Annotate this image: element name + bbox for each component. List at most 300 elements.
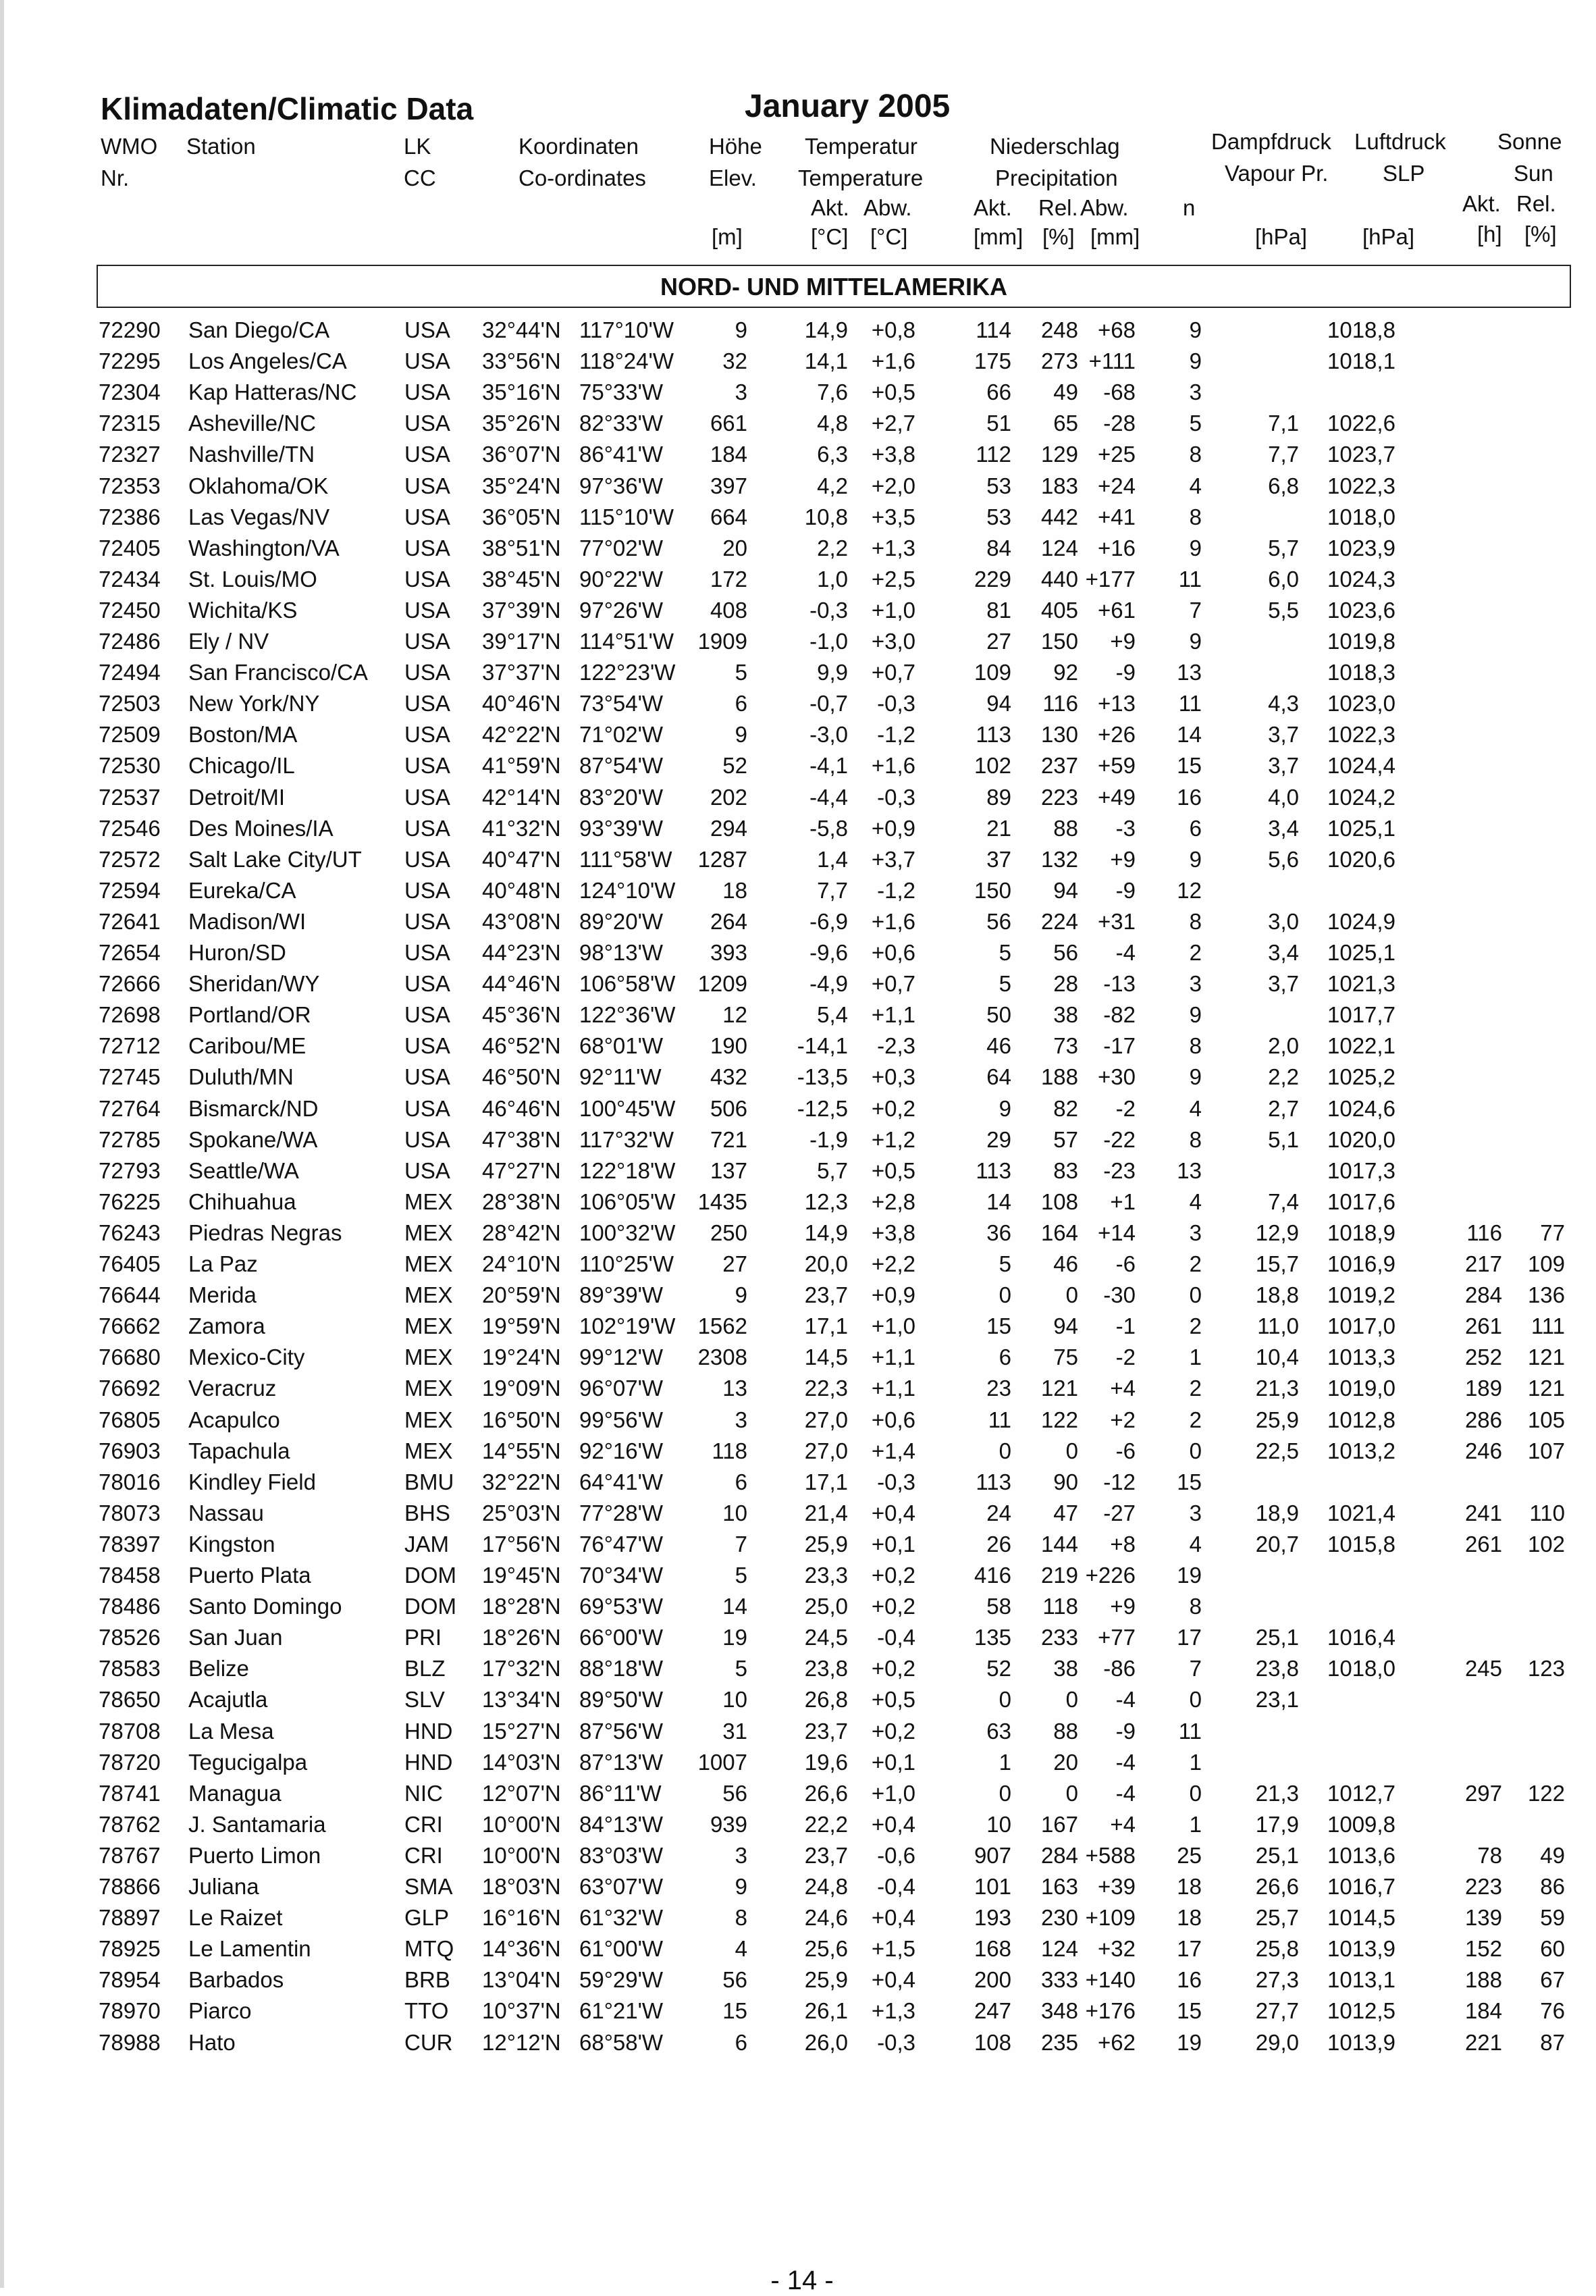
table-row bbox=[4, 533, 1596, 564]
table-row bbox=[4, 719, 1596, 750]
temp-abw: +1,1 bbox=[871, 1002, 915, 1028]
wmo-nr: 78762 bbox=[99, 1811, 161, 1837]
precip-abw: +41 bbox=[1098, 504, 1136, 529]
precip-abw: +2 bbox=[1110, 1407, 1136, 1432]
longitude: 102°19'W bbox=[579, 1313, 676, 1339]
precip-abw: -9 bbox=[1115, 660, 1136, 685]
table-row bbox=[4, 1778, 1596, 1809]
latitude: 12°12'N bbox=[482, 2029, 561, 2055]
precip-akt: 200 bbox=[974, 1967, 1011, 1993]
elevation: 15 bbox=[722, 1998, 747, 2024]
latitude: 19°24'N bbox=[482, 1345, 561, 1370]
hdr-dampfdruck: Dampfdruck bbox=[1211, 129, 1331, 154]
precip-rel: 0 bbox=[1065, 1687, 1078, 1713]
wmo-nr: 78767 bbox=[99, 1842, 161, 1868]
precip-rel: 150 bbox=[1040, 629, 1078, 654]
longitude: 114°51'W bbox=[579, 629, 674, 654]
precip-abw: +9 bbox=[1110, 1594, 1136, 1619]
elevation: 6 bbox=[735, 1469, 747, 1494]
country-code: DOM bbox=[404, 1563, 456, 1588]
precip-days: 9 bbox=[1189, 317, 1202, 342]
temp-abw: +0,1 bbox=[871, 1531, 915, 1557]
precip-rel: 219 bbox=[1040, 1563, 1078, 1588]
wmo-nr: 78741 bbox=[99, 1780, 161, 1806]
station-name: Managua bbox=[188, 1780, 282, 1806]
precip-days: 13 bbox=[1177, 1157, 1202, 1183]
station-name: Ely / NV bbox=[188, 629, 269, 654]
hdr-precip-rel: Rel. bbox=[1038, 195, 1078, 220]
table-row bbox=[4, 875, 1596, 906]
precip-days: 7 bbox=[1189, 1656, 1202, 1681]
longitude: 92°11'W bbox=[579, 1064, 662, 1090]
slp: 1025,1 bbox=[1327, 940, 1395, 965]
hdr-slp: SLP bbox=[1383, 161, 1425, 186]
wmo-nr: 72405 bbox=[99, 535, 161, 560]
elevation: 137 bbox=[710, 1157, 747, 1183]
country-code: USA bbox=[404, 504, 450, 529]
precip-rel: 94 bbox=[1053, 1313, 1078, 1339]
vapour-pressure: 4,0 bbox=[1268, 784, 1299, 810]
vapour-pressure: 3,7 bbox=[1268, 722, 1299, 748]
station-name: Salt Lake City/UT bbox=[188, 846, 362, 872]
latitude: 19°09'N bbox=[482, 1376, 561, 1401]
table-row bbox=[4, 844, 1596, 875]
temp-abw: +0,2 bbox=[871, 1594, 915, 1619]
longitude: 106°05'W bbox=[579, 1189, 676, 1214]
precip-rel: 88 bbox=[1053, 1718, 1078, 1744]
elevation: 118 bbox=[712, 1438, 747, 1463]
latitude: 35°16'N bbox=[482, 380, 561, 405]
vapour-pressure: 21,3 bbox=[1255, 1780, 1299, 1806]
slp: 1024,3 bbox=[1327, 566, 1395, 592]
precip-abw: -86 bbox=[1103, 1656, 1136, 1681]
country-code: USA bbox=[404, 691, 450, 716]
longitude: 68°58'W bbox=[579, 2029, 664, 2055]
temp-akt: -12,5 bbox=[797, 1095, 848, 1121]
station-name: Piarco bbox=[188, 1998, 252, 2024]
precip-rel: 122 bbox=[1040, 1407, 1078, 1432]
temp-abw: +0,7 bbox=[871, 971, 915, 997]
wmo-nr: 78897 bbox=[99, 1905, 161, 1931]
longitude: 124°10'W bbox=[579, 877, 676, 903]
elevation: 506 bbox=[710, 1095, 747, 1121]
wmo-nr: 76662 bbox=[99, 1313, 161, 1339]
country-code: USA bbox=[404, 535, 450, 560]
elevation: 397 bbox=[710, 473, 747, 498]
latitude: 36°07'N bbox=[482, 442, 561, 467]
sun-akt: 284 bbox=[1464, 1282, 1502, 1308]
longitude: 70°34'W bbox=[579, 1563, 664, 1588]
sun-rel: 121 bbox=[1527, 1345, 1565, 1370]
precip-days: 2 bbox=[1189, 1407, 1202, 1432]
station-name: Bismarck/ND bbox=[188, 1095, 319, 1121]
precip-akt: 5 bbox=[999, 1251, 1011, 1276]
temp-akt: 14,1 bbox=[804, 348, 848, 374]
temp-abw: -1,2 bbox=[877, 722, 915, 748]
precip-rel: 167 bbox=[1040, 1811, 1078, 1837]
longitude: 66°00'W bbox=[579, 1625, 664, 1650]
temp-akt: -13,5 bbox=[797, 1064, 848, 1090]
slp: 1013,1 bbox=[1327, 1967, 1395, 1993]
country-code: DOM bbox=[404, 1594, 456, 1619]
temp-akt: 23,8 bbox=[804, 1656, 848, 1681]
precip-akt: 58 bbox=[986, 1594, 1011, 1619]
vapour-pressure: 3,7 bbox=[1268, 971, 1299, 997]
country-code: USA bbox=[404, 1095, 450, 1121]
longitude: 82°33'W bbox=[579, 411, 664, 436]
vapour-pressure: 15,7 bbox=[1255, 1251, 1299, 1276]
temp-abw: +0,5 bbox=[871, 380, 915, 405]
elevation: 8 bbox=[735, 1905, 747, 1931]
temp-abw: +3,8 bbox=[871, 1220, 915, 1245]
sun-rel: 102 bbox=[1527, 1531, 1565, 1557]
precip-akt: 37 bbox=[986, 846, 1011, 872]
wmo-nr: 72666 bbox=[99, 971, 161, 997]
elevation: 190 bbox=[710, 1033, 747, 1059]
temp-akt: 24,8 bbox=[804, 1874, 848, 1899]
temp-abw: +1,6 bbox=[871, 753, 915, 779]
country-code: USA bbox=[404, 971, 450, 997]
precip-akt: 10 bbox=[986, 1811, 1011, 1837]
sun-akt: 184 bbox=[1464, 1998, 1502, 2024]
temp-abw: +2,7 bbox=[871, 411, 915, 436]
temp-akt: 27,0 bbox=[804, 1438, 848, 1463]
vapour-pressure: 12,9 bbox=[1255, 1220, 1299, 1245]
precip-rel: 88 bbox=[1053, 815, 1078, 841]
table-row bbox=[4, 1311, 1596, 1342]
slp: 1022,3 bbox=[1327, 473, 1395, 498]
hdr-coordinates: Co-ordinates bbox=[518, 165, 646, 190]
station-name: Juliana bbox=[188, 1874, 259, 1899]
country-code: USA bbox=[404, 442, 450, 467]
latitude: 33°56'N bbox=[482, 348, 561, 374]
table-row bbox=[4, 1218, 1596, 1249]
sun-rel: 136 bbox=[1527, 1282, 1565, 1308]
wmo-nr: 72764 bbox=[99, 1095, 161, 1121]
precip-abw: +62 bbox=[1098, 2029, 1136, 2055]
table-row bbox=[4, 1653, 1596, 1684]
temp-abw: +1,4 bbox=[871, 1438, 915, 1463]
sun-akt: 223 bbox=[1464, 1874, 1502, 1899]
sun-akt: 252 bbox=[1464, 1345, 1502, 1370]
precip-abw: +1 bbox=[1110, 1189, 1136, 1214]
wmo-nr: 78866 bbox=[99, 1874, 161, 1899]
precip-akt: 5 bbox=[999, 971, 1011, 997]
slp: 1020,6 bbox=[1327, 846, 1395, 872]
temp-akt: -4,4 bbox=[809, 784, 848, 810]
slp: 1016,9 bbox=[1327, 1251, 1395, 1276]
precip-akt: 108 bbox=[974, 2029, 1011, 2055]
precip-days: 9 bbox=[1189, 629, 1202, 654]
hdr-precip-rel-unit: [%] bbox=[1042, 224, 1075, 249]
temp-abw: +1,0 bbox=[871, 597, 915, 623]
temp-abw: +1,6 bbox=[871, 908, 915, 934]
precip-rel: 442 bbox=[1040, 504, 1078, 529]
latitude: 12°07'N bbox=[482, 1780, 561, 1806]
temp-abw: +1,3 bbox=[871, 1998, 915, 2024]
vapour-pressure: 3,4 bbox=[1268, 815, 1299, 841]
precip-akt: 135 bbox=[974, 1625, 1011, 1650]
precip-akt: 168 bbox=[974, 1936, 1011, 1962]
temp-akt: 14,9 bbox=[804, 1220, 848, 1245]
precip-akt: 84 bbox=[986, 535, 1011, 560]
wmo-nr: 76680 bbox=[99, 1345, 161, 1370]
temp-akt: 25,9 bbox=[804, 1967, 848, 1993]
table-row bbox=[4, 1062, 1596, 1093]
precip-akt: 150 bbox=[974, 877, 1011, 903]
precip-days: 1 bbox=[1189, 1345, 1202, 1370]
vapour-pressure: 3,7 bbox=[1268, 753, 1299, 779]
precip-days: 19 bbox=[1177, 2029, 1202, 2055]
longitude: 83°20'W bbox=[579, 784, 664, 810]
temp-abw: +2,0 bbox=[871, 473, 915, 498]
temp-abw: +2,5 bbox=[871, 566, 915, 592]
temp-abw: +3,0 bbox=[871, 629, 915, 654]
hdr-precip-akt-unit: [mm] bbox=[974, 224, 1023, 249]
vapour-pressure: 25,9 bbox=[1255, 1407, 1299, 1432]
table-row bbox=[4, 1373, 1596, 1404]
slp: 1013,3 bbox=[1327, 1345, 1395, 1370]
hdr-sun-rel: Rel. bbox=[1516, 191, 1556, 216]
slp: 1017,6 bbox=[1327, 1189, 1395, 1214]
latitude: 24°10'N bbox=[482, 1251, 561, 1276]
longitude: 89°20'W bbox=[579, 908, 664, 934]
temp-abw: -0,4 bbox=[877, 1625, 915, 1650]
precip-abw: -28 bbox=[1103, 411, 1136, 436]
station-name: Acapulco bbox=[188, 1407, 280, 1432]
wmo-nr: 72745 bbox=[99, 1064, 161, 1090]
sun-rel: 87 bbox=[1540, 2029, 1565, 2055]
temp-akt: 6,3 bbox=[817, 442, 848, 467]
hdr-wmo: WMO bbox=[101, 134, 158, 159]
slp: 1018,3 bbox=[1327, 660, 1395, 685]
elevation: 31 bbox=[722, 1718, 747, 1744]
hdr-nr: Nr. bbox=[101, 165, 130, 190]
station-name: Duluth/MN bbox=[188, 1064, 294, 1090]
table-row bbox=[4, 1186, 1596, 1218]
period-title: January 2005 bbox=[745, 88, 951, 124]
station-name: Kingston bbox=[188, 1531, 275, 1557]
latitude: 25°03'N bbox=[482, 1500, 561, 1525]
precip-akt: 113 bbox=[976, 1469, 1011, 1494]
precip-rel: 230 bbox=[1040, 1905, 1078, 1931]
country-code: USA bbox=[404, 1157, 450, 1183]
precip-days: 8 bbox=[1189, 504, 1202, 529]
elevation: 250 bbox=[710, 1220, 747, 1245]
precip-days: 0 bbox=[1189, 1282, 1202, 1308]
station-name: Huron/SD bbox=[188, 940, 286, 965]
precip-akt: 112 bbox=[976, 442, 1011, 467]
wmo-nr: 72486 bbox=[99, 629, 161, 654]
vapour-pressure: 4,3 bbox=[1268, 691, 1299, 716]
precip-abw: +16 bbox=[1098, 535, 1136, 560]
hdr-sun: Sun bbox=[1514, 161, 1553, 186]
precip-days: 9 bbox=[1189, 846, 1202, 872]
precip-abw: +32 bbox=[1098, 1936, 1136, 1962]
temp-akt: -4,9 bbox=[809, 971, 848, 997]
hdr-vapour-unit: [hPa] bbox=[1255, 224, 1308, 249]
vapour-pressure: 2,7 bbox=[1268, 1095, 1299, 1121]
precip-abw: +4 bbox=[1110, 1811, 1136, 1837]
precip-rel: 284 bbox=[1040, 1842, 1078, 1868]
sun-rel: 111 bbox=[1531, 1313, 1565, 1339]
sun-akt: 241 bbox=[1464, 1500, 1502, 1525]
slp: 1021,3 bbox=[1327, 971, 1395, 997]
table-row bbox=[4, 1809, 1596, 1840]
vapour-pressure: 22,5 bbox=[1255, 1438, 1299, 1463]
precip-rel: 73 bbox=[1053, 1033, 1078, 1059]
temp-akt: 23,7 bbox=[804, 1282, 848, 1308]
temp-abw: +2,8 bbox=[871, 1189, 915, 1214]
hdr-temp-akt: Akt. bbox=[811, 195, 849, 220]
elevation: 172 bbox=[710, 566, 747, 592]
precip-rel: 164 bbox=[1040, 1220, 1078, 1245]
elevation: 9 bbox=[735, 317, 747, 342]
wmo-nr: 72509 bbox=[99, 722, 161, 748]
precip-abw: -6 bbox=[1115, 1251, 1136, 1276]
latitude: 47°38'N bbox=[482, 1126, 561, 1152]
longitude: 97°26'W bbox=[579, 597, 664, 623]
elevation: 184 bbox=[710, 442, 747, 467]
hdr-station: Station bbox=[186, 134, 256, 159]
country-code: HND bbox=[404, 1749, 453, 1775]
precip-days: 8 bbox=[1189, 1126, 1202, 1152]
table-row bbox=[4, 1747, 1596, 1778]
longitude: 77°28'W bbox=[579, 1500, 664, 1525]
country-code: USA bbox=[404, 753, 450, 779]
slp: 1024,6 bbox=[1327, 1095, 1395, 1121]
sun-akt: 217 bbox=[1464, 1251, 1502, 1276]
longitude: 97°36'W bbox=[579, 473, 664, 498]
vapour-pressure: 21,3 bbox=[1255, 1376, 1299, 1401]
elevation: 1435 bbox=[697, 1189, 747, 1214]
precip-rel: 20 bbox=[1053, 1749, 1078, 1775]
precip-days: 16 bbox=[1177, 784, 1202, 810]
precip-rel: 440 bbox=[1040, 566, 1078, 592]
wmo-nr: 72594 bbox=[99, 877, 161, 903]
elevation: 12 bbox=[722, 1002, 747, 1028]
table-row bbox=[4, 968, 1596, 999]
precip-rel: 38 bbox=[1053, 1002, 1078, 1028]
temp-abw: +2,2 bbox=[871, 1251, 915, 1276]
precip-rel: 124 bbox=[1040, 1936, 1078, 1962]
table-row bbox=[4, 1280, 1596, 1311]
precip-abw: +68 bbox=[1098, 317, 1136, 342]
vapour-pressure: 23,1 bbox=[1255, 1687, 1299, 1713]
table-row bbox=[4, 377, 1596, 408]
elevation: 1007 bbox=[697, 1749, 747, 1775]
precip-abw: +177 bbox=[1085, 566, 1136, 592]
precip-rel: 248 bbox=[1040, 317, 1078, 342]
sun-akt: 246 bbox=[1464, 1438, 1502, 1463]
latitude: 44°23'N bbox=[482, 940, 561, 965]
elevation: 5 bbox=[735, 1563, 747, 1588]
precip-abw: -30 bbox=[1103, 1282, 1136, 1308]
sun-akt: 261 bbox=[1464, 1531, 1502, 1557]
station-name: Sheridan/WY bbox=[188, 971, 320, 997]
sun-rel: 121 bbox=[1527, 1376, 1565, 1401]
precip-days: 8 bbox=[1189, 1033, 1202, 1059]
elevation: 10 bbox=[722, 1500, 747, 1525]
table-row bbox=[4, 1622, 1596, 1653]
precip-akt: 1 bbox=[999, 1749, 1011, 1775]
country-code: MEX bbox=[404, 1189, 453, 1214]
temp-akt: 9,9 bbox=[817, 660, 848, 685]
station-name: Belize bbox=[188, 1656, 249, 1681]
precip-days: 11 bbox=[1178, 566, 1202, 592]
precip-abw: -1 bbox=[1115, 1313, 1136, 1339]
hdr-precip-abw: Abw. bbox=[1080, 195, 1129, 220]
country-code: GLP bbox=[404, 1905, 450, 1931]
latitude: 16°50'N bbox=[482, 1407, 561, 1432]
station-name: La Paz bbox=[188, 1251, 258, 1276]
station-name: Chihuahua bbox=[188, 1189, 296, 1214]
precip-akt: 63 bbox=[986, 1718, 1011, 1744]
latitude: 13°34'N bbox=[482, 1687, 561, 1713]
precip-rel: 132 bbox=[1040, 846, 1078, 872]
sun-rel: 49 bbox=[1540, 1842, 1565, 1868]
precip-akt: 23 bbox=[986, 1376, 1011, 1401]
latitude: 32°22'N bbox=[482, 1469, 561, 1494]
precip-akt: 6 bbox=[999, 1345, 1011, 1370]
precip-abw: +25 bbox=[1098, 442, 1136, 467]
temp-akt: 26,6 bbox=[804, 1780, 848, 1806]
precip-days: 2 bbox=[1189, 1313, 1202, 1339]
station-name: Detroit/MI bbox=[188, 784, 286, 810]
vapour-pressure: 7,7 bbox=[1268, 442, 1299, 467]
elevation: 13 bbox=[722, 1376, 747, 1401]
station-name: La Mesa bbox=[188, 1718, 274, 1744]
country-code: TTO bbox=[404, 1998, 449, 2024]
vapour-pressure: 26,6 bbox=[1255, 1874, 1299, 1899]
precip-days: 0 bbox=[1189, 1438, 1202, 1463]
country-code: USA bbox=[404, 566, 450, 592]
wmo-nr: 78954 bbox=[99, 1967, 161, 1993]
precip-days: 1 bbox=[1189, 1811, 1202, 1837]
vapour-pressure: 27,3 bbox=[1255, 1967, 1299, 1993]
longitude: 117°32'W bbox=[579, 1126, 674, 1152]
temp-abw: -2,3 bbox=[877, 1033, 915, 1059]
temp-akt: 17,1 bbox=[804, 1469, 848, 1494]
station-name: Tapachula bbox=[188, 1438, 290, 1463]
wmo-nr: 72295 bbox=[99, 348, 161, 374]
latitude: 14°03'N bbox=[482, 1749, 561, 1775]
temp-akt: 4,8 bbox=[817, 411, 848, 436]
latitude: 37°39'N bbox=[482, 597, 561, 623]
precip-abw: -2 bbox=[1115, 1345, 1136, 1370]
precip-days: 11 bbox=[1178, 1718, 1202, 1744]
precip-rel: 47 bbox=[1053, 1500, 1078, 1525]
station-name: Le Lamentin bbox=[188, 1936, 311, 1962]
precip-abw: +14 bbox=[1098, 1220, 1136, 1245]
station-name: San Juan bbox=[188, 1625, 283, 1650]
wmo-nr: 78925 bbox=[99, 1936, 161, 1962]
precip-rel: 333 bbox=[1040, 1967, 1078, 1993]
station-name: Tegucigalpa bbox=[188, 1749, 308, 1775]
precip-akt: 229 bbox=[974, 566, 1011, 592]
longitude: 63°07'W bbox=[579, 1874, 664, 1899]
table-row bbox=[4, 1902, 1596, 1933]
table-row bbox=[4, 1684, 1596, 1715]
precip-rel: 49 bbox=[1053, 380, 1078, 405]
temp-akt: 5,7 bbox=[817, 1157, 848, 1183]
table-row bbox=[4, 999, 1596, 1030]
sun-rel: 105 bbox=[1527, 1407, 1565, 1432]
sun-akt: 297 bbox=[1464, 1780, 1502, 1806]
wmo-nr: 76903 bbox=[99, 1438, 161, 1463]
precip-rel: 235 bbox=[1040, 2029, 1078, 2055]
country-code: BRB bbox=[404, 1967, 450, 1993]
